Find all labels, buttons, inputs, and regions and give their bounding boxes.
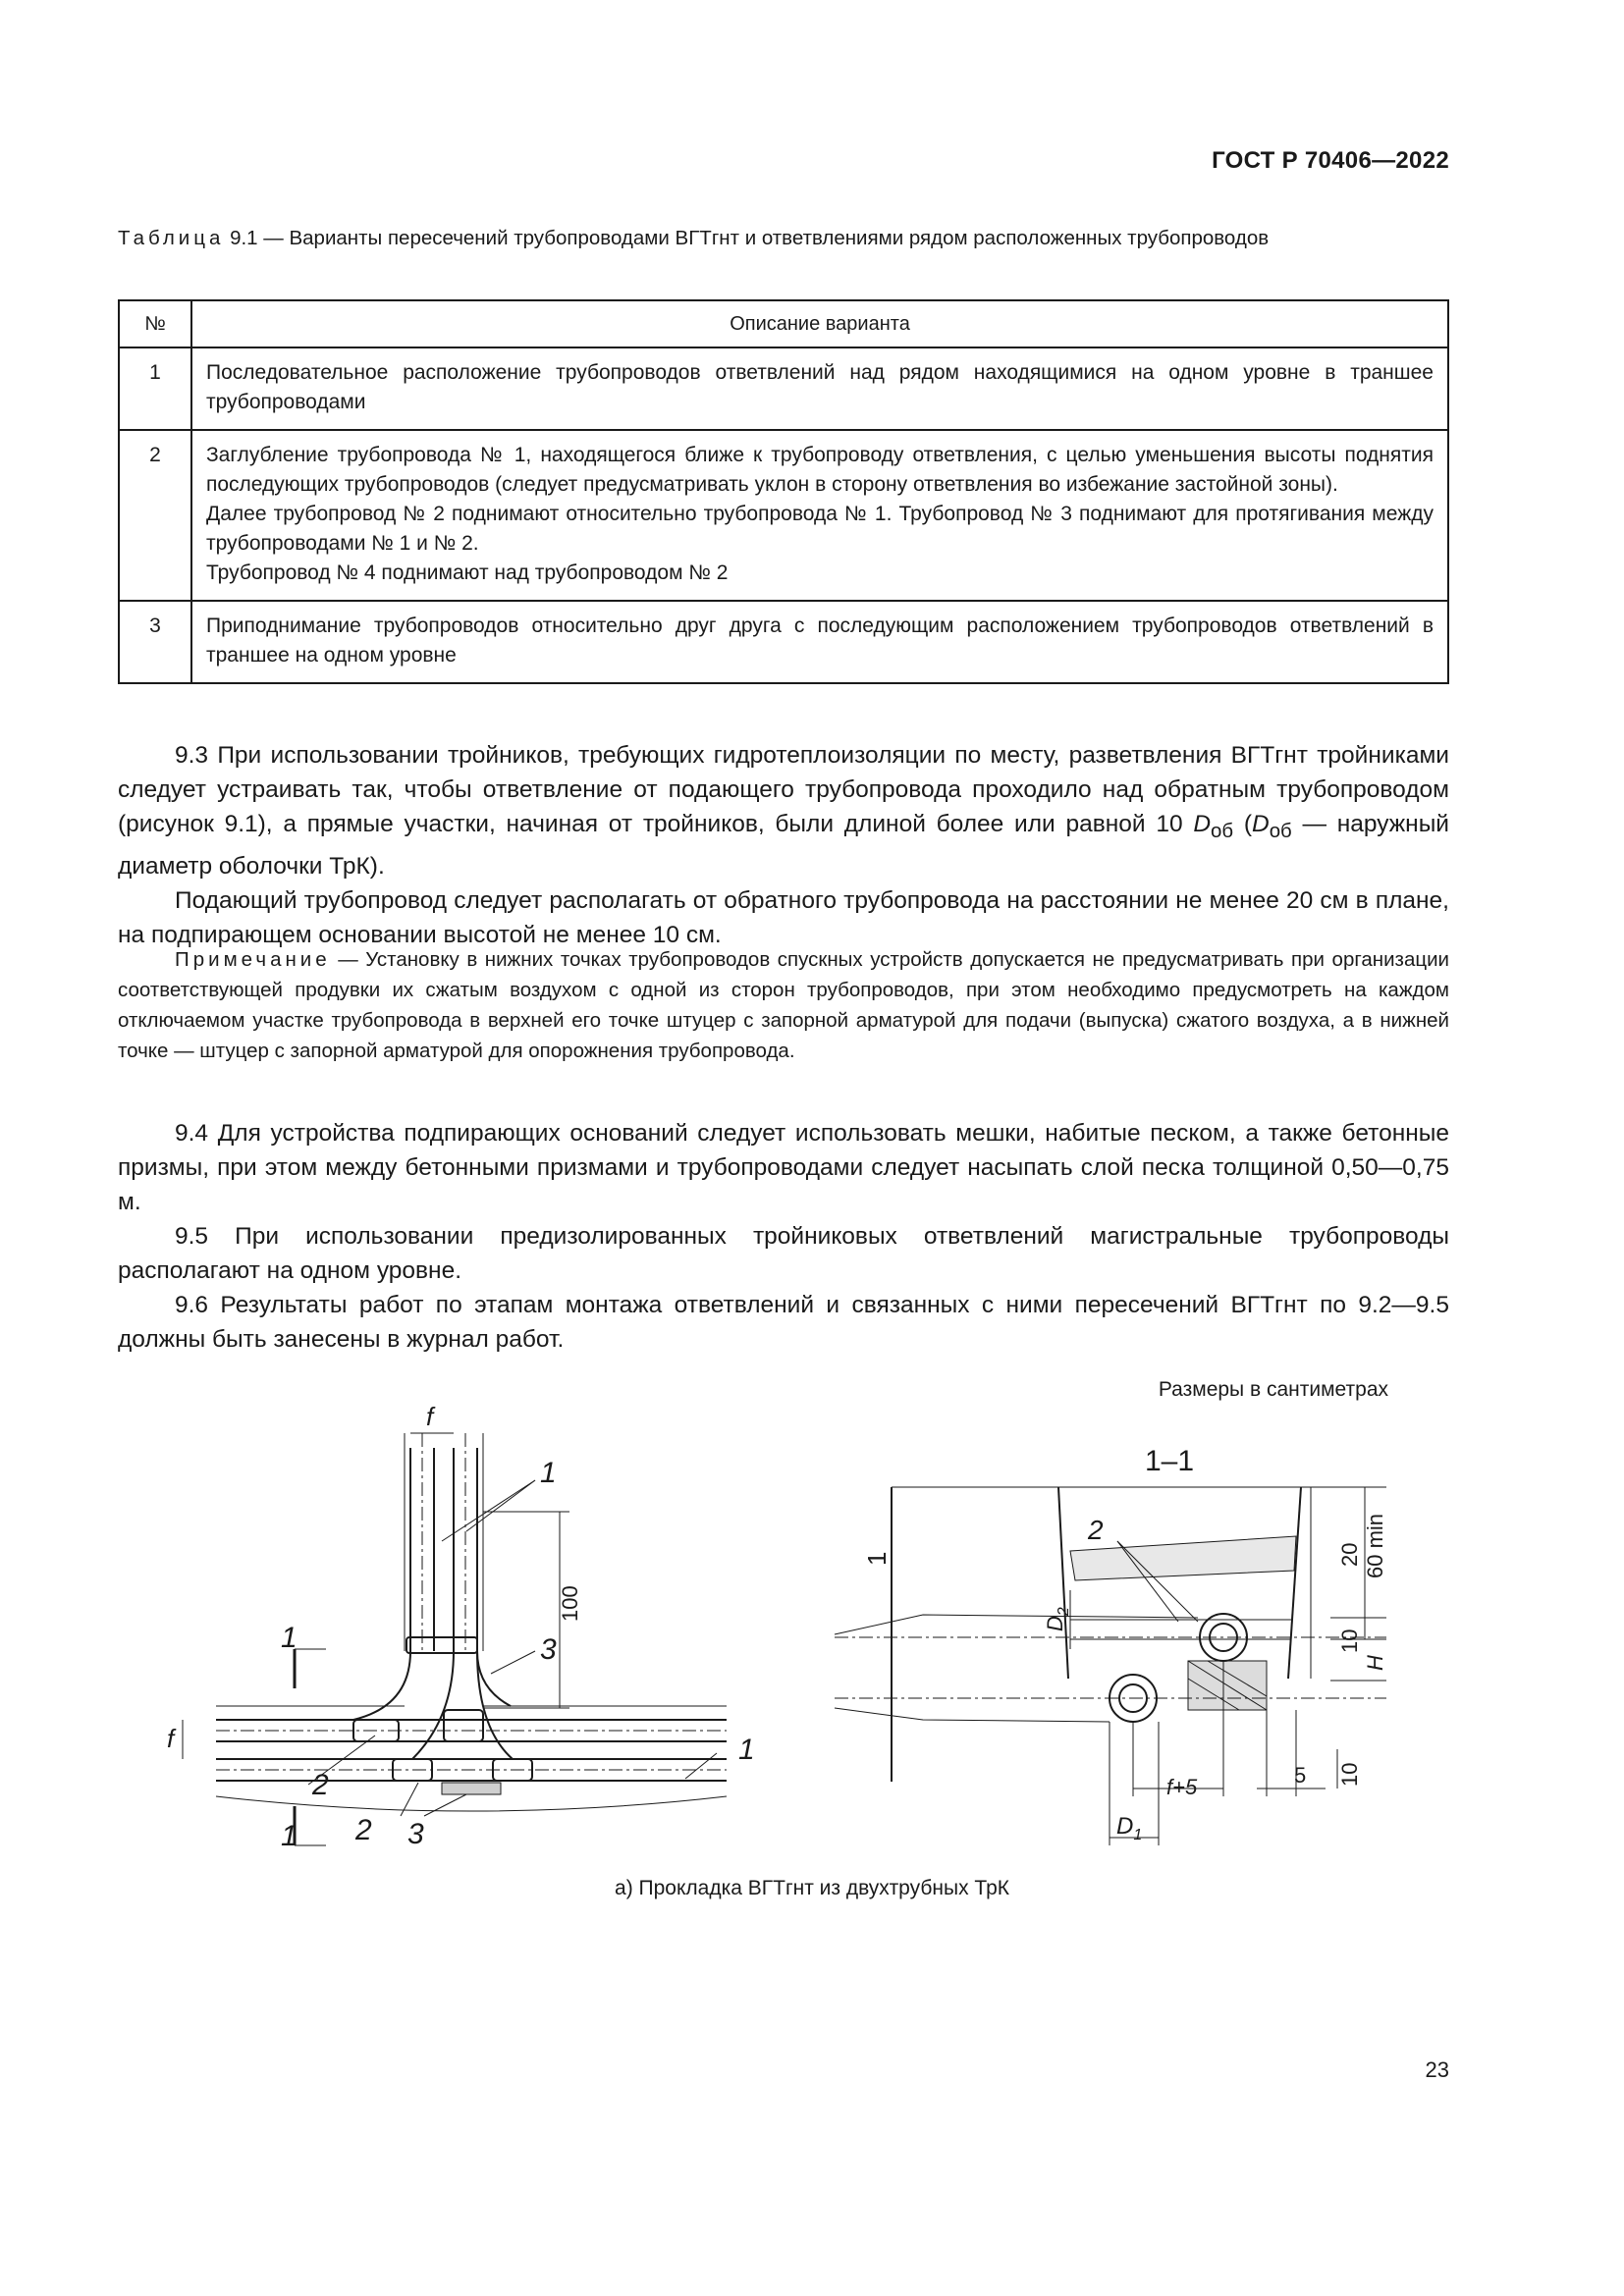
table-row [119,601,1448,683]
label-f-left: f [167,1724,175,1753]
label-5: 5 [1294,1763,1307,1788]
description-line: Заглубление трубопровода № 1, находящегося ближе к трубопроводу ответвления, с целью уменьшения высоты поднятия последующих трубопроводов (следует предусматривать уклон в сторону ответвления во избежание застойной зоны). [206,444,1434,496]
label-1-section-side: 1 [862,1551,892,1566]
column-header-number: № [119,300,191,347]
row-description [191,430,1448,601]
label-3-bottom: 3 [407,1818,424,1850]
label-10-lower: 10 [1337,1762,1362,1787]
label-10-upper: 10 [1337,1629,1362,1653]
paragraph-9-3: 9.3 При использовании тройников, требующих гидротеплоизоляции по месту, разветвления ВГТгнт тройниками следует устраивать так, чтобы ответвление от подающего трубопровода проходило над обратным трубопроводом (рисунок 9.1), а прямые участки, начиная от тройников, были длиной более или равной 10 $D_{об}$ ($D_{об}$ — наружный диаметр оболочки ТрК). [118,742,1449,880]
label-1-right: 1 [738,1734,755,1766]
row-description [191,347,1448,430]
dimensions-note: Размеры в сантиметрах [1158,1378,1388,1401]
row-number: 2 [119,430,191,601]
label-d1: $D_1$ [1116,1813,1143,1843]
column-header-description: Описание варианта [191,300,1448,347]
label-f-plus-5: f+5 [1166,1775,1198,1799]
section-view [835,1487,1386,1845]
note-word: Примечание [175,948,331,971]
variants-table [118,299,1449,684]
page-number: 23 [1425,2057,1449,2082]
label-100: 100 [558,1585,582,1622]
label-1-top: 1 [540,1457,557,1489]
description-line: Приподнимание трубопроводов относительно друг друга с последующим расположением трубопроводов ответвлений в траншее на одном уровне [206,614,1434,667]
paragraph-9-3-continued: Подающий трубопровод следует располагать от обратного трубопровода на расстоянии не менее 20 см в плане, на подпирающем основании высотой не менее 10 см. [118,886,1449,948]
label-20: 20 [1337,1542,1362,1567]
table-row [119,347,1448,430]
plan-view-labels [167,1402,436,1753]
standard-header: ГОСТ Р 70406—2022 [1212,147,1449,174]
paragraph-9-5: 9.5 При использовании предизолированных тройниковых ответвлений магистральные трубопроводы располагают на одном уровне. [118,1223,1449,1284]
description-line: Трубопровод № 4 поднимают над трубопроводом № 2 [206,561,729,584]
table-caption [118,224,1443,253]
figure-9-1-drawing [147,1394,1424,1865]
note-block [118,944,1449,1066]
sections-9-4-to-9-6 [118,1116,1449,1357]
table-caption-word: Таблица [118,227,225,249]
label-60-min: 60 min [1363,1513,1387,1578]
note-text: — Установку в нижних точках трубопроводов спускных устройств допускается не предусматривать при организации соответствующей продувки их сжатым воздухом с одной из сторон трубопроводов, при этом необходимо предусмотреть на каждом отключаемом участке трубопровода в верхней его точке штуцер с запорной арматурой для подачи (выпуска) сжатого воздуха, а в нижней точке — штуцер с запорной арматурой для опорожнения трубопровода. [118,948,1449,1062]
note-paragraph [118,944,1449,1066]
section-9-3 [118,738,1449,952]
table-row [119,430,1448,601]
row-number: 1 [119,347,191,430]
table-header-row [119,300,1448,347]
paragraph-9-4: 9.4 Для устройства подпирающих оснований следует использовать мешки, набитые песком, а также бетонные призмы, при этом между бетонными призмами и трубопроводами следует насыпать слой песка толщиной 0,50—0,75 м. [118,1120,1449,1215]
row-number: 3 [119,601,191,683]
plan-view [183,1433,727,1845]
label-3-top: 3 [540,1633,557,1666]
description-line: Последовательное расположение трубопроводов ответвлений над рядом находящимися на одном уровне в траншее трубопроводами [206,361,1434,413]
table-caption-text: 9.1 — Варианты пересечений трубопроводами ВГТгнт и ответвлениями рядом расположенных трубопроводов [224,227,1270,249]
label-section-1-1: 1–1 [1145,1445,1195,1477]
description-line: Далее трубопровод № 2 поднимают относительно трубопровода № 1. Трубопровод № 3 поднимают для протягивания между трубопроводами № 1 и № 2. [206,503,1434,555]
row-description [191,601,1448,683]
plan-view-numbers [281,1457,755,1852]
label-2-left: 2 [312,1769,329,1801]
label-section-1-bottom: 1 [281,1820,298,1852]
label-f-top: f [426,1402,434,1431]
label-section-1-top: 1 [281,1622,298,1654]
paragraph-9-6: 9.6 Результаты работ по этапам монтажа ответвлений и связанных с ними пересечений ВГТгнт по 9.2—9.5 должны быть занесены в журнал работ. [118,1292,1449,1353]
figure-caption: а) Прокладка ВГТгнт из двухтрубных ТрК [615,1877,1009,1899]
label-d2: $D_2$ [1043,1607,1072,1631]
label-2-section: 2 [1088,1515,1104,1545]
label-2-bottom: 2 [355,1814,372,1846]
section-view-labels [862,1445,1387,1843]
label-h: H [1363,1655,1387,1671]
